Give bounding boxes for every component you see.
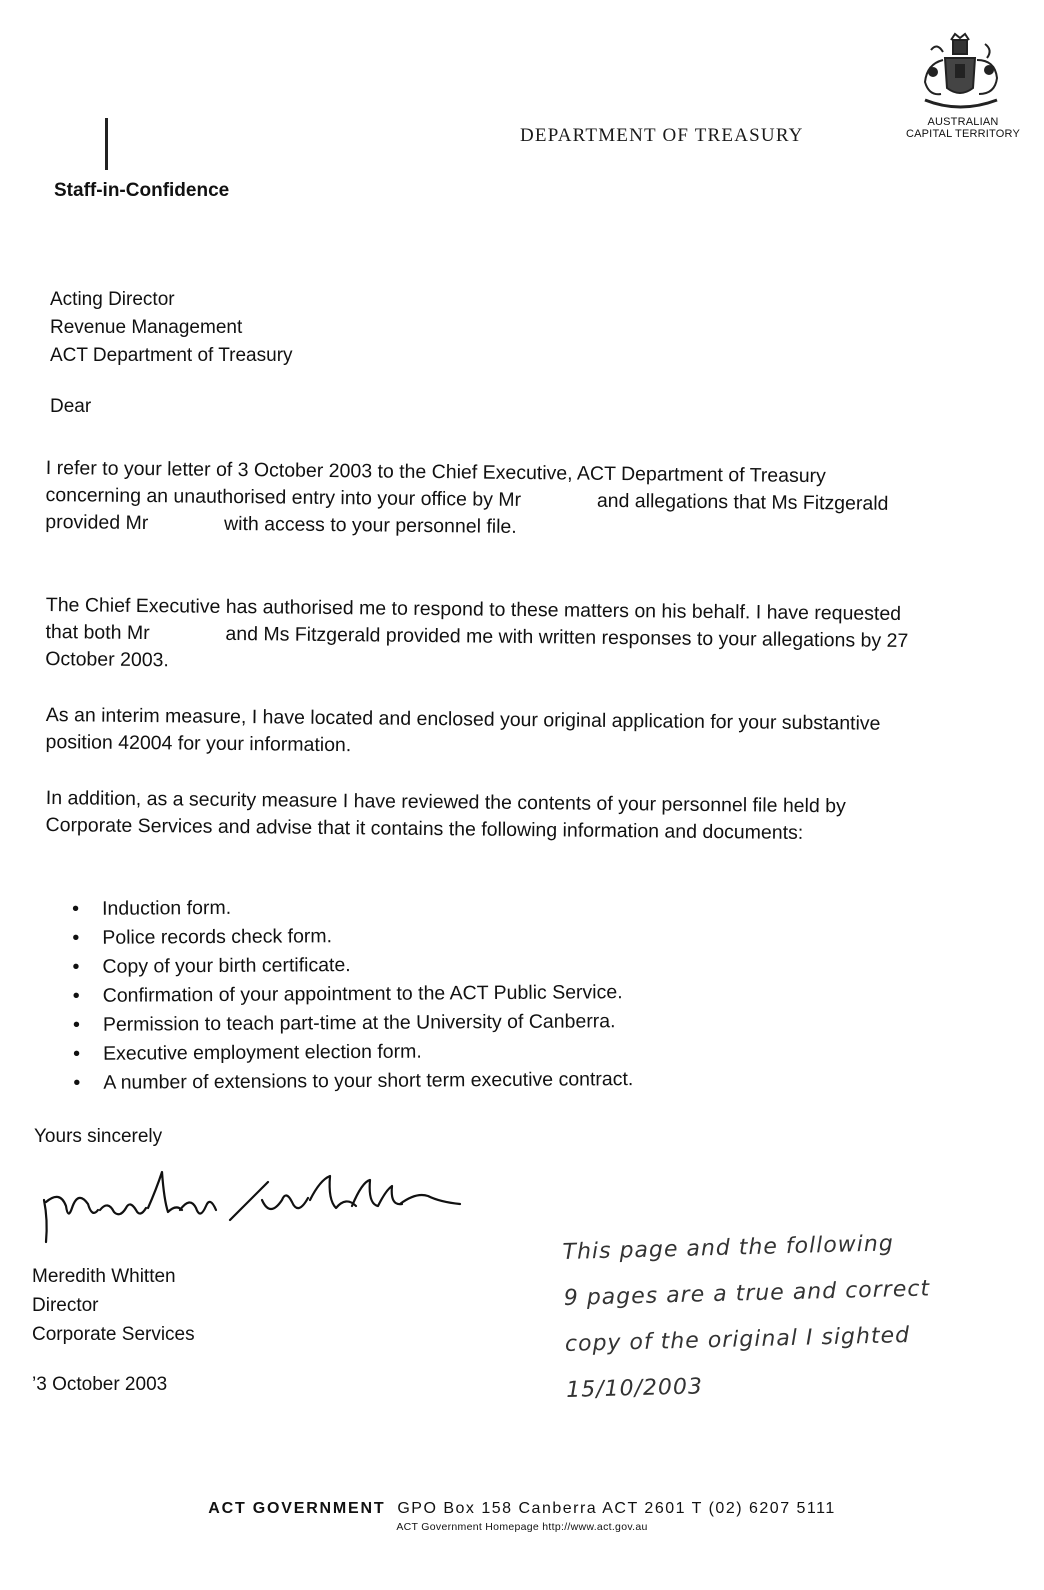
list-item: • Police records check form. <box>72 920 632 953</box>
list-item: • Executive employment election form. <box>73 1036 633 1069</box>
territory-label <box>888 116 1038 140</box>
list-item: • Induction form. <box>72 891 632 924</box>
footer-homepage: ACT Government Homepage http://www.act.gov.au <box>396 1521 648 1533</box>
paragraph-1: I refer to your letter of 3 October 2003 to the Chief Executive, ACT Department of Treasury concerning an unauthorised entry into your office by Mr and allegations that Ms Fitzgerald provided Mr with access to your personnel file. <box>45 456 889 538</box>
handwritten-signature <box>30 1160 480 1250</box>
recipient-line-2: Revenue Management <box>50 317 243 338</box>
territory-line-1: AUSTRALIAN <box>927 116 999 128</box>
paragraph-4: In addition, as a security measure I have reviewed the contents of your personnel file held by Corporate Services and advise that it contains the following information and documents: <box>45 786 846 844</box>
paragraph-2: The Chief Executive has authorised me to respond to these matters on his behalf. I have requested that both Mr and Ms Fitzgerald provided me with written responses to your allegations by 27 October 2003. <box>45 593 909 672</box>
scan-mark <box>105 118 108 170</box>
note-line-2: 9 pages are a true and correct <box>563 1276 931 1311</box>
footer-address <box>0 1500 1044 1518</box>
signer-block <box>32 1262 195 1349</box>
signer-unit: Corporate Services <box>32 1324 195 1345</box>
letter-date: ’3 October 2003 <box>32 1374 168 1395</box>
signer-name: Meredith Whitten <box>32 1266 176 1287</box>
list-item: • Confirmation of your appointment to the ACT Public Service. <box>73 978 633 1011</box>
classification-label: Staff-in-Confidence <box>54 180 230 201</box>
department-name: DEPARTMENT OF TREASURY <box>520 125 804 146</box>
handwritten-certification-note <box>562 1218 1007 1413</box>
recipient-line-1: Acting Director <box>50 289 175 310</box>
salutation: Dear <box>50 396 92 417</box>
signer-title: Director <box>32 1295 99 1316</box>
territory-line-2: CAPITAL TERRITORY <box>905 128 1021 140</box>
recipient-address <box>50 286 293 370</box>
recipient-line-3: ACT Department of Treasury <box>50 345 293 366</box>
footer-org: ACT GOVERNMENT <box>208 1500 386 1517</box>
document-list <box>72 891 633 1098</box>
note-line-1: This page and the following <box>562 1231 895 1265</box>
note-line-3: copy of the original I sighted <box>564 1322 911 1357</box>
list-item: • A number of extensions to your short term executive contract. <box>73 1065 633 1098</box>
footer-contact: GPO Box 158 Canberra ACT 2601 T (02) 6207 5111 <box>397 1500 836 1517</box>
list-item: • Permission to teach part-time at the University of Canberra. <box>73 1007 633 1040</box>
act-coat-of-arms-icon <box>915 30 1005 112</box>
list-item: • Copy of your birth certificate. <box>72 949 632 982</box>
note-line-4: 15/10/2003 <box>565 1374 704 1403</box>
paragraph-3: As an interim measure, I have located and enclosed your original application for your substantive position 42004 for your information. <box>45 703 881 757</box>
closing: Yours sincerely <box>34 1126 163 1147</box>
